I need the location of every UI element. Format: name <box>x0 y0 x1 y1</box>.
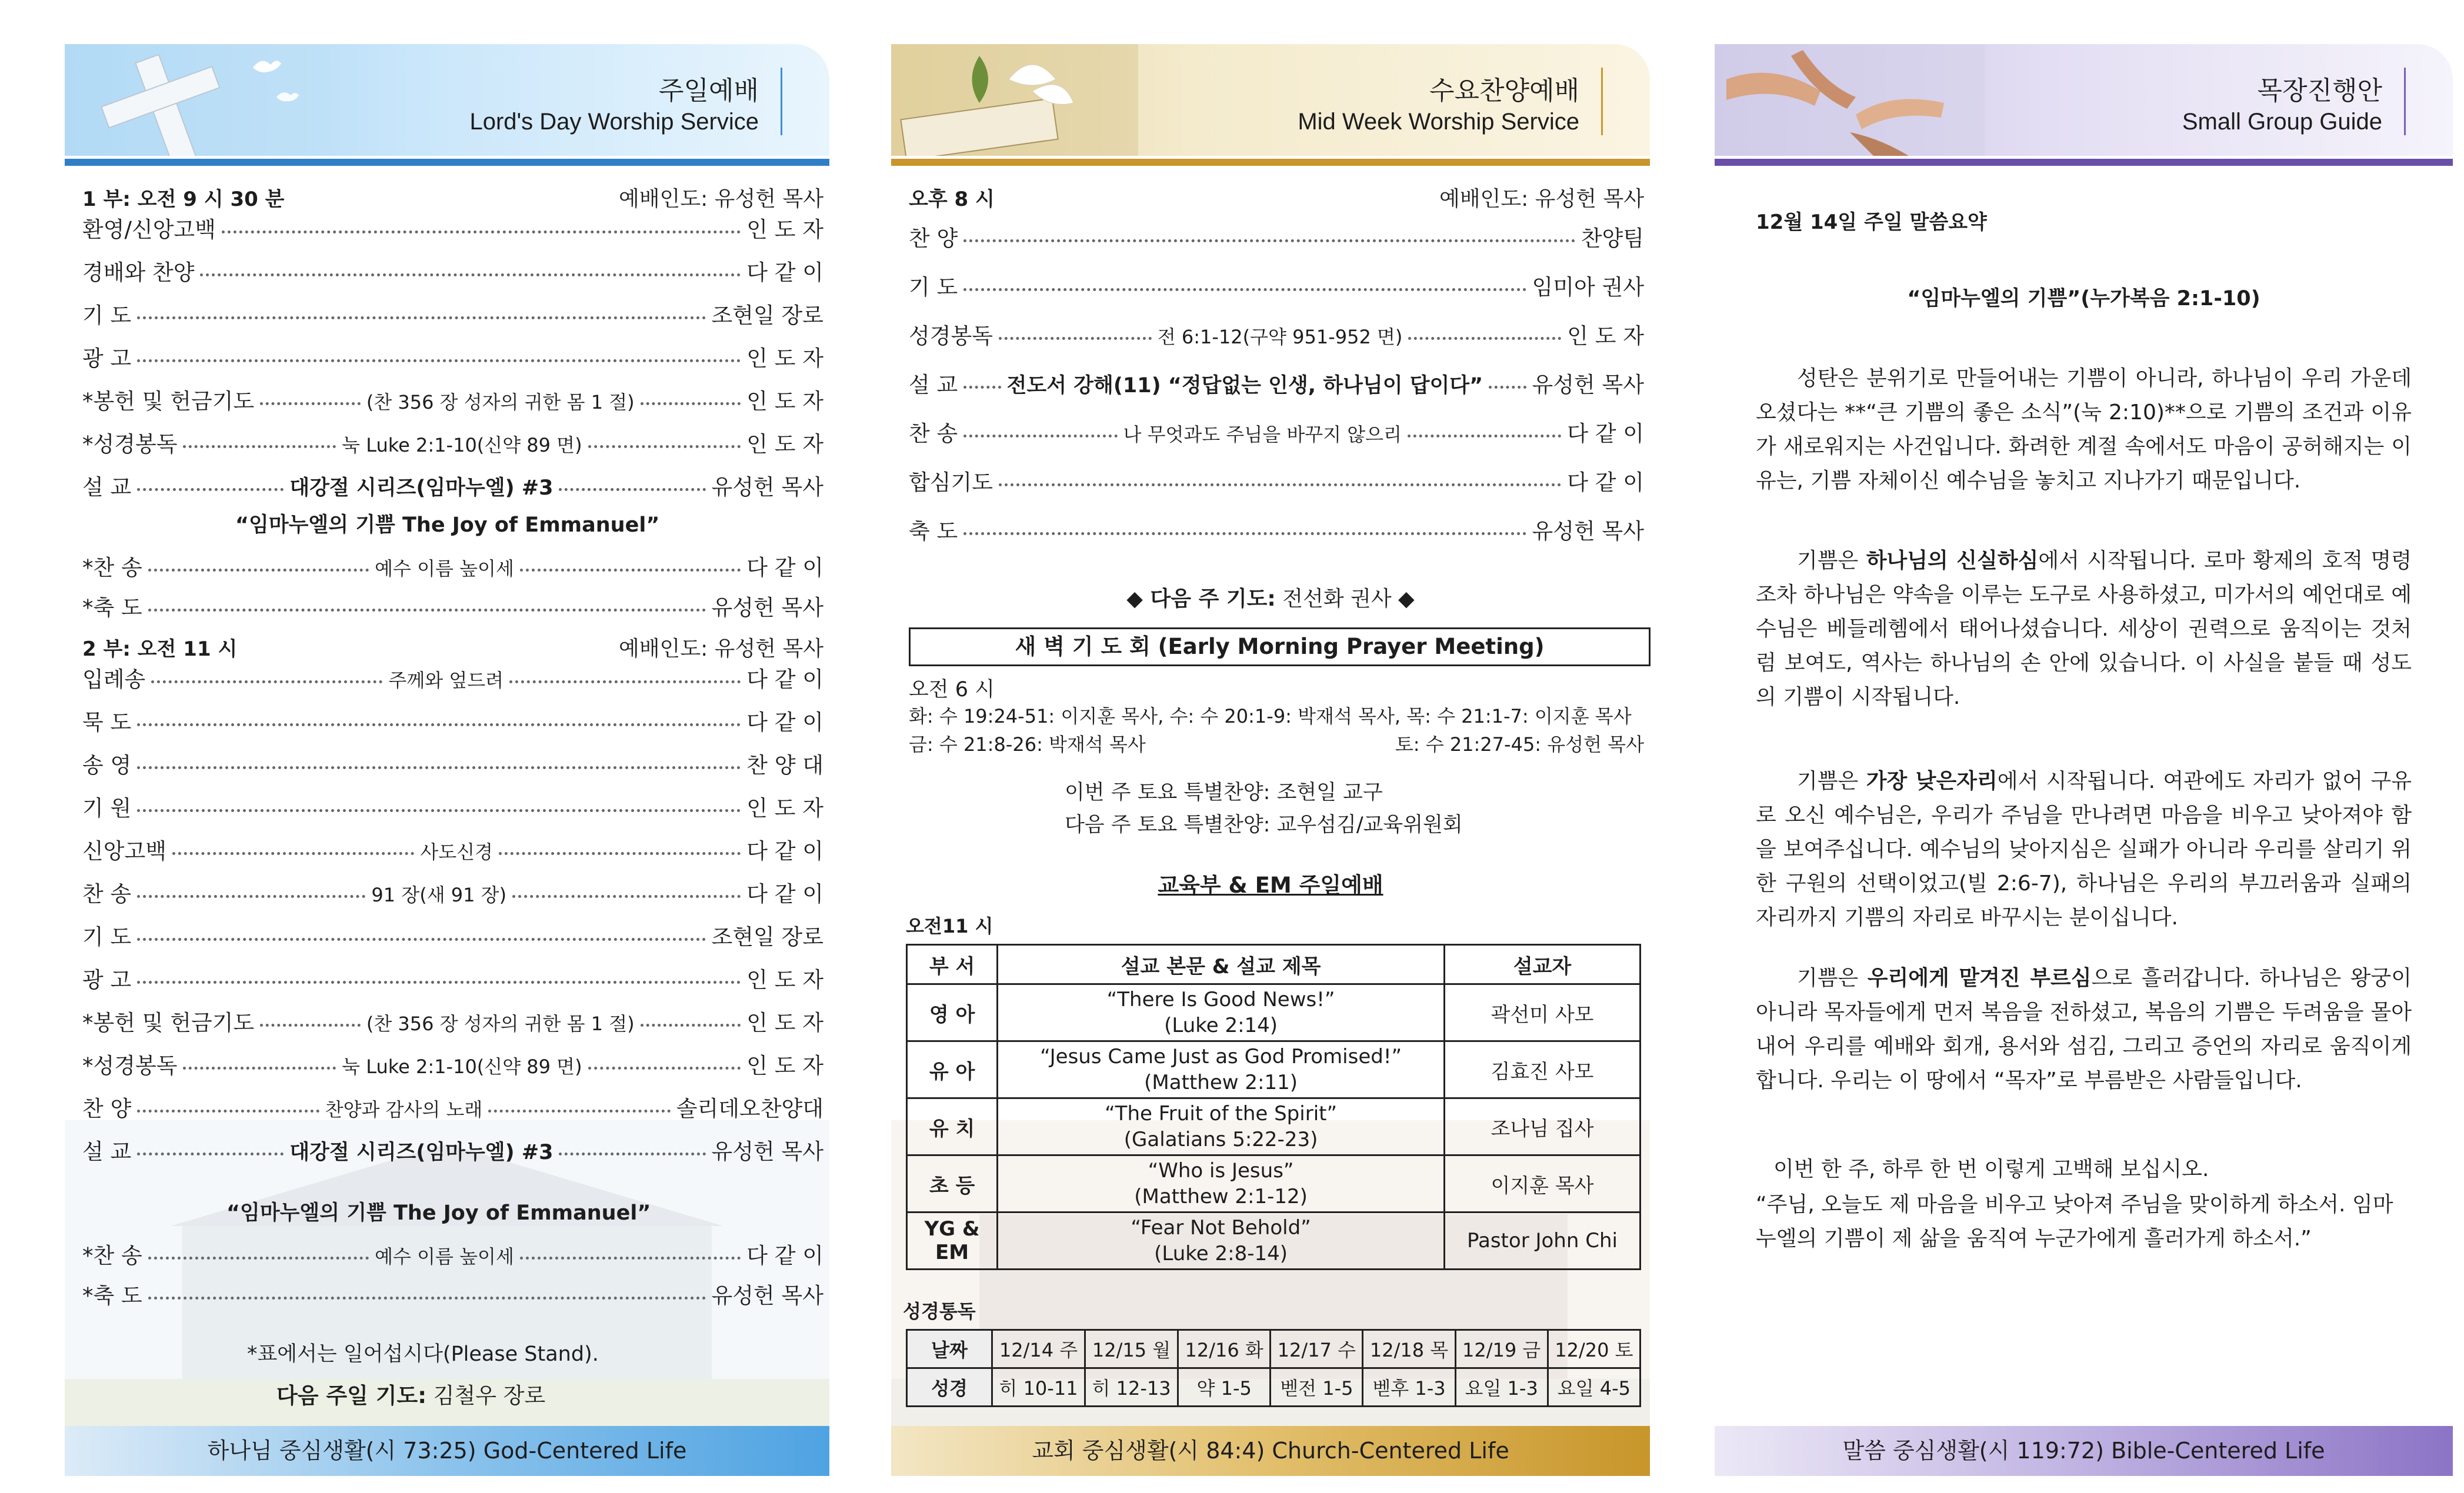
leader-dots <box>148 609 706 612</box>
reading-cell: 날짜 <box>907 1330 992 1368</box>
item-label: 찬 송 <box>909 421 958 446</box>
sermon-date-line: 12월 14일 주일 말씀요약 <box>1756 211 1987 234</box>
reading-cell: 벧전 1-5 <box>1271 1368 1363 1407</box>
leader-dots <box>963 239 1575 242</box>
edu-sermon-text: (Luke 2:14) <box>1164 1014 1278 1037</box>
leader-dots <box>137 1110 319 1113</box>
edu-sermon-title: “The Fruit of the Spirit” <box>1105 1102 1338 1125</box>
dawn-prayer-title: 새 벽 기 도 회 (Early Morning Prayer Meeting) <box>909 627 1651 666</box>
item-label: 송 영 <box>82 753 132 778</box>
item-person: 조현일 장로 <box>711 924 823 950</box>
item-label: 환영/신앙고백 <box>82 217 216 242</box>
leader-dots <box>963 386 1001 389</box>
s1-header <box>82 182 823 212</box>
item-person: 솔리데오찬양대 <box>676 1096 823 1121</box>
item-person: 인 도 자 <box>746 389 824 414</box>
edu-title: 교육부 & EM 주일예배 <box>1158 873 1383 898</box>
item-detail: (찬 356 장 성자의 귀한 몸 1 절) <box>366 391 635 413</box>
item-label: 기 도 <box>909 275 958 300</box>
item-person: 유성헌 목사 <box>711 1139 824 1164</box>
item-detail: 눅 Luke 2:1-10(신약 89 면) <box>342 434 582 456</box>
leader-dots <box>151 680 382 683</box>
p2-text-c: 에서 시작됩니다. 로마 황제의 호적 명령조차 하나님은 약속을 이루는 도구로 사용하셨고, 미가서의 예언대로 예수님은 베들레헴에서 태어나셨습니다. 세상이 권력으로 움직이는 것처럼 보여도, 역사는 하나님의 손 안에 있습니다. 이 사실을 붙들 때 성도의 기쁨이 시작됩니다. <box>1756 549 2412 709</box>
edu-dept: 영 아 <box>907 984 998 1041</box>
weekly-confession-prayer: “주님, 오늘도 제 마음을 비우고 낮아져 주님을 맞이하게 하소서. 임마누엘의 기쁨이 제 삶을 움직여 누군가에게 흘러가게 하소서.” <box>1756 1193 2393 1251</box>
p4-emphasis: 우리에게 맡겨진 부르심 <box>1867 966 2092 990</box>
title-divider <box>1601 68 1603 135</box>
reading-cell: 12/18 목 <box>1363 1330 1455 1368</box>
smallgroup-header <box>1715 44 2453 156</box>
item-label: *성경봉독 <box>82 1053 178 1078</box>
edu-sermon <box>998 1213 1445 1270</box>
item-detail: (찬 356 장 성자의 귀한 몸 1 절) <box>366 1013 635 1035</box>
item-label: 찬 양 <box>82 1096 132 1121</box>
next-prayer-name: 김철우 장로 <box>433 1383 546 1408</box>
dawn-schedule-2b: 토: 수 21:27-45: 유성헌 목사 <box>1395 733 1644 756</box>
item-label: *봉헌 및 헌금기도 <box>82 389 255 414</box>
item-label: 합심기도 <box>909 470 993 495</box>
leader-dots <box>1408 337 1561 340</box>
order-item <box>909 416 1644 447</box>
item-label: 설 교 <box>82 1139 132 1164</box>
reading-cell: 12/14 주 <box>992 1330 1085 1368</box>
special-praise-this-week: 이번 주 토요 특별찬양: 조현일 교구 <box>1065 781 1383 804</box>
dawn-schedule-2a: 금: 수 21:8-26: 박재석 목사 <box>909 733 1146 756</box>
item-detail: 대강절 시리즈(임마누엘) #3 <box>289 476 554 500</box>
next-sunday-prayer <box>276 1378 545 1410</box>
midweek-header <box>891 44 1650 156</box>
title-divider <box>2404 68 2406 135</box>
item-person: 다 같 이 <box>746 839 823 864</box>
leader-dots <box>1408 435 1561 437</box>
leader-dots <box>999 483 1561 486</box>
item-label: 설 교 <box>909 372 958 398</box>
item-label: *축 도 <box>82 1283 142 1308</box>
s2-leader: 예배인도: 유성헌 목사 <box>619 637 823 661</box>
item-label: 신앙고백 <box>82 839 166 864</box>
midweek-time-header <box>909 182 1644 212</box>
leader-dots <box>588 1067 741 1070</box>
special-praise-next-week: 다음 주 토요 특별찬양: 교우섬김/교육위원회 <box>1065 813 1463 837</box>
order-item <box>909 269 1644 301</box>
leader-dots <box>172 852 414 855</box>
leader-dots <box>588 445 741 448</box>
sunday-title-en: Lord's Day Worship Service <box>469 109 759 135</box>
leader-dots <box>137 809 741 812</box>
leader-dots <box>148 569 369 572</box>
item-person: 다 같 이 <box>1567 421 1644 446</box>
leader-dots <box>148 1297 706 1300</box>
reading-cell: 벧후 1-3 <box>1363 1368 1455 1407</box>
item-person: 다 같 이 <box>746 667 824 692</box>
item-person: 찬양팀 <box>1581 226 1644 251</box>
item-label: *성경봉독 <box>82 432 178 457</box>
reading-cell: 요일 4-5 <box>1548 1368 1640 1407</box>
lily-bible-image <box>891 44 1138 156</box>
order-item <box>82 340 823 372</box>
edu-sermon-title: “Jesus Came Just as God Promised!” <box>1040 1045 1402 1068</box>
order-item <box>82 550 823 582</box>
order-item <box>82 876 823 908</box>
edu-preacher: Pastor John Chi <box>1445 1213 1641 1270</box>
item-detail: 찬양과 감사의 노래 <box>325 1098 483 1121</box>
leader-dots <box>137 981 741 984</box>
s1-sermon-subtitle: “임마누엘의 기쁨 The Joy of Emmanuel” <box>235 513 660 537</box>
midweek-leader: 예배인도: 유성헌 목사 <box>1439 187 1644 211</box>
edu-dept: YG & EM <box>907 1213 998 1270</box>
leader-dots <box>137 723 741 726</box>
item-person: 다 같 이 <box>746 555 824 580</box>
item-detail: 예수 이름 높이세 <box>375 557 514 580</box>
leader-dots <box>222 231 741 233</box>
item-person: 다 같 이 <box>746 881 824 907</box>
sunday-title-ko: 주일예배 <box>658 76 759 106</box>
leader-dots <box>520 1257 741 1260</box>
order-item <box>82 298 823 329</box>
leader-dots <box>137 488 284 491</box>
leader-dots <box>641 402 741 405</box>
reading-cell: 12/19 금 <box>1455 1330 1548 1368</box>
summary-paragraph-2 <box>1756 544 2412 714</box>
p5-text: 이번 한 주, 하루 한 번 이렇게 고백해 보십시오. <box>1773 1157 2209 1181</box>
mw-next-prayer-name: 전선화 권사 ◆ <box>1282 587 1415 611</box>
edu-sermon <box>998 1041 1445 1098</box>
leader-dots <box>183 445 336 448</box>
edu-sermon-text: (Luke 2:8-14) <box>1154 1242 1288 1265</box>
edu-sermon <box>998 984 1445 1041</box>
leader-dots <box>137 316 705 319</box>
reading-title: 성경통독 <box>903 1300 976 1322</box>
item-label: *찬 송 <box>82 1243 142 1268</box>
edu-header-cell: 설교 본문 & 설교 제목 <box>998 945 1445 984</box>
edu-sermon <box>998 1098 1445 1155</box>
summary-paragraph-4 <box>1756 961 2412 1098</box>
edu-sermon-text: (Matthew 2:1-12) <box>1134 1185 1308 1208</box>
edu-sermon-text: (Galatians 5:22-23) <box>1123 1128 1318 1151</box>
p1-text: 성탄은 분위기로 만들어내는 기쁨이 아니라, 하나님이 우리 가운데 오셨다는 **“큰 기쁨의 좋은 소식”(눅 2:10)**으로 기쁨의 조건과 이유가 새로워지는 사건입니다. 화려한 계절 속에서도 마음이 공허해지는 이유는, 기쁨 자체이신 예수님을 놓치고 지나가기 때문입니다. <box>1756 366 2412 493</box>
leader-dots <box>509 680 741 683</box>
order-item <box>82 833 823 865</box>
leader-dots <box>963 288 1526 291</box>
item-person: 유성헌 목사 <box>1532 372 1644 398</box>
next-prayer-label: 다음 주일 기도: <box>276 1383 427 1408</box>
item-person: 유성헌 목사 <box>711 1283 823 1308</box>
order-item <box>82 747 823 779</box>
reading-cell: 히 12-13 <box>1085 1368 1178 1407</box>
s2-header <box>82 632 823 662</box>
smallgroup-header-bar <box>1715 159 2453 166</box>
midweek-column <box>891 44 1650 1479</box>
reading-cell: 12/17 수 <box>1271 1330 1363 1368</box>
item-label: *찬 송 <box>82 555 142 580</box>
item-detail: 예수 이름 높이세 <box>375 1245 514 1268</box>
item-detail: 전 6:1-12(구약 951-952 면) <box>1157 326 1403 348</box>
reading-table <box>906 1329 1641 1407</box>
order-item <box>82 590 823 622</box>
item-person: 다 같 이 <box>746 710 823 735</box>
item-person: 인 도 자 <box>746 1053 824 1078</box>
item-label: 경배와 찬양 <box>82 260 195 285</box>
item-person: 인 도 자 <box>746 217 823 242</box>
midweek-header-bar <box>891 159 1650 166</box>
p4-text-a: 기쁨은 <box>1797 966 1868 990</box>
order-item <box>82 1005 823 1037</box>
p3-text-a: 기쁨은 <box>1797 769 1866 793</box>
edu-header-cell: 설교자 <box>1445 945 1641 984</box>
item-person: 인 도 자 <box>1567 323 1645 349</box>
item-detail: 91 장(새 91 장) <box>371 884 507 906</box>
item-person: 인 도 자 <box>746 432 824 457</box>
weekly-confession-intro <box>1756 1153 2412 1187</box>
item-person: 인 도 자 <box>746 1010 824 1036</box>
item-detail: 나 무엇과도 주님을 바꾸지 않으리 <box>1123 423 1402 446</box>
order-item <box>909 465 1644 496</box>
reading-cell: 12/20 토 <box>1548 1330 1640 1368</box>
edu-table <box>906 944 1641 1270</box>
order-item <box>909 367 1644 399</box>
order-item <box>82 469 823 501</box>
edu-header-cell: 부 서 <box>907 945 998 984</box>
leader-dots <box>520 569 741 572</box>
leader-dots <box>1489 386 1526 389</box>
s1-label: 1 부: 오전 9 시 30 분 <box>82 188 285 211</box>
midweek-time: 오후 8 시 <box>909 188 995 211</box>
order-item <box>82 1134 823 1165</box>
order-item <box>82 962 823 994</box>
item-label: 기 원 <box>82 796 132 821</box>
item-person: 조현일 장로 <box>711 303 823 328</box>
midweek-next-prayer <box>891 582 1650 612</box>
order-item <box>82 255 823 286</box>
item-label: 입례송 <box>82 667 146 692</box>
reading-row <box>907 1368 1641 1407</box>
smallgroup-footer: 말씀 중심생활(시 119:72) Bible-Centered Life <box>1715 1426 2453 1476</box>
edu-row <box>907 1213 1641 1270</box>
sunday-title <box>469 75 759 136</box>
mw-next-prayer-label: ◆ 다음 주 기도: <box>1126 587 1276 611</box>
item-detail: 사도신경 <box>420 841 493 863</box>
s2-sermon-subtitle: “임마누엘의 기쁨 The Joy of Emmanuel” <box>226 1201 651 1225</box>
edu-row <box>907 1155 1641 1213</box>
edu-dept: 유 아 <box>907 1041 998 1098</box>
sunday-header-bar <box>65 159 829 166</box>
smallgroup-title <box>2182 75 2382 136</box>
item-person: 유성헌 목사 <box>711 475 824 500</box>
sunday-column <box>65 44 829 1479</box>
item-label: 기 도 <box>82 924 132 950</box>
edu-table-header <box>907 945 1641 984</box>
reading-cell: 약 1-5 <box>1178 1368 1271 1407</box>
item-person: 임미아 권사 <box>1532 275 1644 300</box>
dawn-schedule-1: 화: 수 19:24-51: 이지훈 목사, 수: 수 20:1-9: 박재석 목사, 목: 수 21:1-7: 이지훈 목사 <box>909 705 1632 727</box>
edu-preacher: 곽선미 사모 <box>1445 984 1641 1041</box>
s1-leader: 예배인도: 유성헌 목사 <box>619 187 823 211</box>
smallgroup-column <box>1715 44 2453 1479</box>
order-item <box>909 318 1644 350</box>
leader-dots <box>963 435 1117 437</box>
item-person: 다 같 이 <box>746 1243 824 1268</box>
order-item <box>82 662 823 693</box>
item-detail: 전도서 강해(11) “정답없는 인생, 하나님이 답이다” <box>1006 374 1483 398</box>
item-label: 묵 도 <box>82 710 132 735</box>
midweek-footer: 교회 중심생활(시 84:4) Church-Centered Life <box>891 1426 1650 1476</box>
item-person: 다 같 이 <box>746 260 823 285</box>
edu-preacher: 조나님 집사 <box>1445 1098 1641 1155</box>
leader-dots <box>137 938 705 941</box>
edu-preacher: 이지훈 목사 <box>1445 1155 1641 1213</box>
item-person: 유성헌 목사 <box>711 595 823 620</box>
reading-cell: 요일 1-3 <box>1455 1368 1548 1407</box>
midweek-title <box>1298 75 1579 136</box>
smallgroup-title-ko: 목장진행안 <box>2257 76 2382 106</box>
edu-row <box>907 1041 1641 1098</box>
reading-cell: 12/16 화 <box>1178 1330 1271 1368</box>
smallgroup-title-en: Small Group Guide <box>2182 109 2382 135</box>
leader-dots <box>641 1024 741 1027</box>
item-label: 축 도 <box>909 519 958 544</box>
sunday-footer: 하나님 중심생활(시 73:25) God-Centered Life <box>65 1426 829 1476</box>
order-item <box>82 1278 823 1310</box>
edu-sermon-title: “Who is Jesus” <box>1148 1159 1294 1183</box>
item-label: 찬 송 <box>82 881 132 907</box>
item-label: *봉헌 및 헌금기도 <box>82 1010 255 1036</box>
leader-dots <box>137 359 741 362</box>
item-person: 인 도 자 <box>746 346 823 371</box>
item-label: 광 고 <box>82 967 132 993</box>
edu-sermon-text: (Matthew 2:11) <box>1144 1071 1298 1094</box>
stand-note: *표에서는 일어섭시다(Please Stand). <box>247 1342 599 1366</box>
dawn-time: 오전 6 시 <box>909 678 995 702</box>
order-item <box>82 1238 823 1270</box>
sunday-header <box>65 44 829 156</box>
item-label: 설 교 <box>82 475 132 500</box>
item-detail: 대강절 시리즈(임마누엘) #3 <box>289 1141 554 1164</box>
edu-sermon-title: “Fear Not Behold” <box>1131 1216 1311 1240</box>
edu-dept: 유 치 <box>907 1098 998 1155</box>
order-item <box>82 1048 823 1080</box>
leader-dots <box>148 1257 369 1260</box>
cross-dove-image <box>65 44 312 156</box>
edu-time: 오전11 시 <box>906 915 993 937</box>
leader-dots <box>260 1024 361 1027</box>
sermon-title: “임마누엘의 기쁨”(누가복음 2:1-10) <box>1907 287 2260 310</box>
p3-text-c: 에서 시작됩니다. 여관에도 자리가 없어 구유로 오신 예수님은, 우리가 주님을 만나려면 마음을 비우고 낮아져야 함을 보여주십니다. 예수님의 낮아지심은 실패가 아니라 우리를 살리기 위한 구원의 선택이었고(빌 2:6-7), 하나님은 우리의 부끄러움과 실패의 자리까지 기쁨의 자리로 바꾸시는 분이십니다. <box>1756 769 2412 930</box>
item-label: 성경봉독 <box>909 323 993 349</box>
p2-emphasis: 하나님의 신실하심 <box>1866 549 2039 573</box>
order-item <box>82 212 823 243</box>
leader-dots <box>260 402 361 405</box>
reading-cell: 히 10-11 <box>992 1368 1085 1407</box>
item-detail: 눅 Luke 2:1-10(신약 89 면) <box>342 1056 582 1078</box>
reading-row <box>907 1330 1641 1368</box>
item-person: 찬 양 대 <box>746 753 823 778</box>
summary-paragraph-3 <box>1756 764 2412 935</box>
order-item <box>909 221 1644 252</box>
edu-sermon <box>998 1155 1445 1213</box>
summary-paragraph-1 <box>1756 362 2412 498</box>
reading-cell: 성경 <box>907 1368 992 1407</box>
leader-dots <box>200 273 741 276</box>
item-label: 기 도 <box>82 303 132 328</box>
item-person: 유성헌 목사 <box>1532 519 1644 544</box>
s2-label: 2 부: 오전 11 시 <box>82 637 238 661</box>
leader-dots <box>963 532 1526 535</box>
item-detail: 주께와 엎드려 <box>388 669 504 692</box>
order-item <box>82 919 823 951</box>
leader-dots <box>999 337 1152 340</box>
order-item <box>82 383 823 415</box>
edu-sermon-title: “There Is Good News!” <box>1106 988 1335 1011</box>
item-person: 인 도 자 <box>746 967 823 993</box>
midweek-title-ko: 수요찬양예배 <box>1429 76 1579 106</box>
order-item <box>82 426 823 458</box>
p2-text-a: 기쁨은 <box>1797 549 1866 573</box>
p3-emphasis: 가장 낮은자리 <box>1866 769 1998 793</box>
leader-dots <box>499 852 741 855</box>
leader-dots <box>488 1110 670 1113</box>
item-person: 다 같 이 <box>1567 470 1644 495</box>
order-item <box>909 513 1644 545</box>
edu-dept: 초 등 <box>907 1155 998 1213</box>
order-item <box>82 704 823 736</box>
hands-image <box>1715 44 1985 156</box>
order-item <box>82 790 823 822</box>
leader-dots <box>559 488 705 491</box>
item-person: 인 도 자 <box>746 796 823 821</box>
order-item <box>82 1091 823 1123</box>
item-label: *축 도 <box>82 595 142 620</box>
leader-dots <box>559 1153 705 1155</box>
leader-dots <box>137 766 741 769</box>
item-label: 광 고 <box>82 346 132 371</box>
reading-cell: 12/15 월 <box>1085 1330 1178 1368</box>
leader-dots <box>137 895 365 898</box>
title-divider <box>781 68 782 135</box>
item-label: 찬 양 <box>909 226 958 251</box>
edu-row <box>907 984 1641 1041</box>
leader-dots <box>183 1067 336 1070</box>
midweek-title-en: Mid Week Worship Service <box>1298 109 1579 135</box>
edu-row <box>907 1098 1641 1155</box>
edu-preacher: 김효진 사모 <box>1445 1041 1641 1098</box>
leader-dots <box>137 1153 284 1155</box>
p4-text-c: 으로 흘러갑니다. 하나님은 왕궁이 아니라 목자들에게 먼저 복음을 전하셨고, 복음의 기쁨은 두려움을 몰아내어 우리를 예배와 회개, 용서와 섬김, 그리고 증언의 자리로 움직이게 합니다. 우리는 이 땅에서 “목자”로 부름받은 사람들입니다. <box>1756 966 2412 1093</box>
leader-dots <box>512 895 741 898</box>
